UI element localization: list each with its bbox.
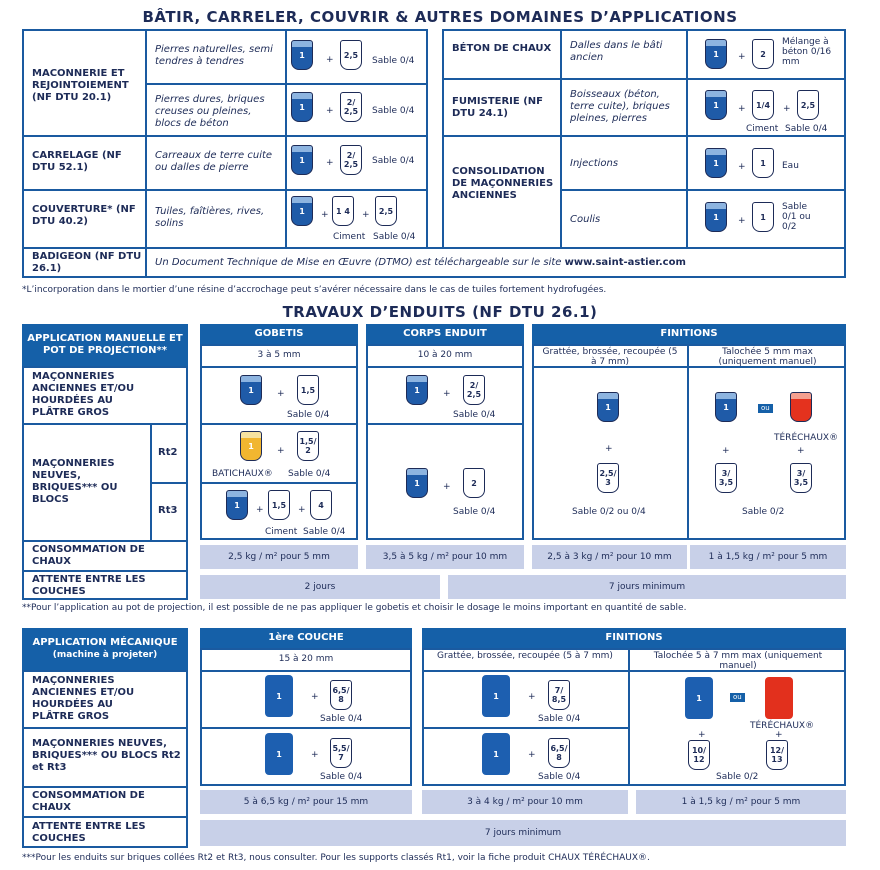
sable-cup: 2,5 (797, 90, 819, 120)
conso-corps: 3,5 à 5 kg / m² pour 10 mm (366, 545, 524, 569)
caption: Sable 0/2 (742, 507, 785, 517)
meca-attente: 7 jours minimum (200, 820, 846, 846)
chaux-cup: 1 (291, 196, 313, 226)
rt3-label: Rt3 (158, 505, 178, 516)
manuel-row1-label: MAÇONNERIES ANCIENNES ET/OU HOURDÉES AU PLÂTRE GROS (32, 371, 135, 418)
maconnerie-desc-2: Pierres dures, briques creuses ou pleines, blocs de béton (155, 94, 265, 129)
sable-cup: 2,5/ 3 (597, 463, 619, 493)
meca-row2-label: MAÇONNERIES NEUVES, BRIQUES*** OU BLOCS Rt2 et Rt3 (32, 738, 181, 773)
chaux-cup: 1 (705, 39, 727, 69)
meca-conso-fin-b: 1 à 1,5 kg / m² pour 5 mm (636, 790, 846, 814)
caption: Sable 0/4 (287, 410, 330, 420)
chaux-cup: 1 (406, 468, 428, 498)
corps-thickness: 10 à 20 mm (417, 350, 473, 360)
footnote-2: **Pour l’application au pot de projection, il est possible de ne pas appliquer le gobetis et choisir le dosage le moins important en quantité de sable. (22, 603, 687, 613)
fumisterie-label: FUMISTERIE (NF DTU 24.1) (452, 96, 543, 119)
footnote-1: *L’incorporation dans le mortier d’une résine d’accrochage peut s’avérer nécessaire dans le cas de tuiles fortement hydrofugées. (22, 285, 607, 295)
couverture-desc: Tuiles, faîtières, rives, solins (155, 206, 265, 229)
meca-attente-label: ATTENTE ENTRE LES COUCHES (32, 821, 146, 844)
ciment-cup: 1/4 (752, 90, 774, 120)
sable-cup: 2 (463, 468, 485, 498)
maconnerie-label: MACONNERIE ET REJOINTOIEMENT (NF DTU 20.1) (32, 68, 129, 103)
attente-7jours: 7 jours minimum (448, 575, 846, 599)
chaux-cup: 1 (597, 392, 619, 422)
sable-cup: 1,5 (297, 375, 319, 405)
meca-fin-a-label: Grattée, brossée, recoupée (5 à 7 mm) (437, 651, 613, 661)
chaux-cup: 1 (705, 202, 727, 232)
sable-cup: 2,5 (340, 40, 362, 70)
sable-cup: 12/ 13 (766, 740, 788, 770)
fin-b-label: Talochée 5 mm max (uniquement manuel) (718, 347, 817, 367)
chaux-bag: 1 (685, 677, 713, 719)
sable-cup: 2/ 2,5 (463, 375, 485, 405)
caption: Sable 0/4 (372, 56, 415, 66)
meca-conso-couche: 5 à 6,5 kg / m² pour 15 mm (200, 790, 412, 814)
rt2-label: Rt2 (158, 447, 178, 458)
caption: TÉRÉCHAUX® (774, 433, 839, 443)
coulis-desc: Coulis (570, 214, 601, 225)
finitions-header: FINITIONS (532, 324, 846, 344)
chaux-cup: 1 (226, 490, 248, 520)
page-title: BÂTIR, CARRELER, COUVRIR & AUTRES DOMAINES D’APPLICATIONS (142, 8, 738, 26)
ou-badge: ou (758, 404, 773, 413)
manuel-header: APPLICATION MANUELLE ET POT DE PROJECTION** (22, 324, 188, 366)
couche-thickness: 15 à 20 mm (278, 654, 334, 664)
chaux-cup: 1 (406, 375, 428, 405)
chaux-cup: 1 (240, 375, 262, 405)
caption: Sable 0/4 (372, 156, 415, 166)
caption: TÉRÉCHAUX® (750, 721, 815, 731)
chaux-cup: 1 (291, 145, 313, 175)
caption: Ciment (746, 124, 779, 134)
caption: Ciment (265, 527, 298, 537)
caption: Sable 0/4 (538, 714, 581, 724)
melange-cup: 2 (752, 39, 774, 69)
chaux-bag: 1 (265, 733, 293, 775)
caption: Sable 0/1 ou 0/2 (782, 202, 811, 232)
chaux-cup: 1 (291, 40, 313, 70)
meca-conso-label: CONSOMMATION DE CHAUX (32, 790, 145, 813)
terechaux-cup (790, 392, 812, 422)
chaux-bag: 1 (482, 675, 510, 717)
ou-badge: ou (730, 693, 745, 702)
caption: BATICHAUX® (212, 469, 273, 479)
meca-conso-fin-a: 3 à 4 kg / m² pour 10 mm (422, 790, 628, 814)
meca-fin-b-label: Talochée 5 à 7 mm max (uniquement manuel) (653, 651, 823, 671)
gobetis-header: GOBETIS (200, 324, 358, 344)
carrelage-desc: Carreaux de terre cuite ou dalles de pierre (155, 150, 273, 173)
beton-label: BÉTON DE CHAUX (452, 43, 552, 54)
ciment-cup: 1 4 (332, 196, 354, 226)
chaux-cup: 1 (705, 90, 727, 120)
saint-astier-link[interactable]: www.saint-astier.com (564, 257, 686, 268)
meca-finitions-header: FINITIONS (422, 628, 846, 648)
caption: Sable 0/4 (320, 714, 363, 724)
caption: Sable 0/2 (716, 772, 759, 782)
sable-cup: 5,5/ 7 (330, 738, 352, 768)
sable-cup: 7/ 8,5 (548, 680, 570, 710)
manuel-row2-label: MAÇONNERIES NEUVES, BRIQUES*** OU BLOCS (32, 458, 118, 505)
caption: Sable 0/4 (453, 507, 496, 517)
meca-row1-label: MAÇONNERIES ANCIENNES ET/OU HOURDÉES AU PLÂTRE GROS (32, 675, 135, 722)
sable-cup: 10/ 12 (688, 740, 710, 770)
ciment-cup: 1,5 (268, 490, 290, 520)
sable-cup: 3/ 3,5 (790, 463, 812, 493)
caption: Sable 0/4 (453, 410, 496, 420)
gobetis-thickness: 3 à 5 mm (257, 350, 301, 360)
chaux-bag: 1 (265, 675, 293, 717)
beton-desc: Dalles dans le bâti ancien (570, 40, 663, 63)
eau-cup: 1 (752, 148, 774, 178)
caption: Sable 0/4 (538, 772, 581, 782)
caption: Mélange à béton 0/16 mm (782, 37, 832, 67)
caption: Sable 0/4 (373, 232, 416, 242)
sable-cup: 2,5 (375, 196, 397, 226)
terechaux-bag (765, 677, 793, 719)
conso-fin-b: 1 à 1,5 kg / m² pour 5 mm (690, 545, 846, 569)
sable-cup: 3/ 3,5 (715, 463, 737, 493)
maconnerie-desc-1: Pierres naturelles, semi tendres à tendres (155, 44, 273, 67)
enduits-title: TRAVAUX D’ENDUITS (NF DTU 26.1) (282, 303, 598, 321)
badigeon-desc: Un Document Technique de Mise en Œuvre (DTMO) est téléchargeable sur le site www.saint-astier.com (155, 257, 686, 268)
conso-gobetis: 2,5 kg / m² pour 5 mm (200, 545, 358, 569)
couche-header: 1ère COUCHE (200, 628, 412, 648)
sable-cup: 6,5/ 8 (548, 738, 570, 768)
sable-cup: 2/ 2,5 (340, 145, 362, 175)
badigeon-label: BADIGEON (NF DTU 26.1) (32, 251, 142, 274)
caption: Sable 0/4 (372, 106, 415, 116)
caption: Sable 0/4 (785, 124, 828, 134)
couverture-label: COUVERTURE* (NF DTU 40.2) (32, 204, 136, 227)
caption: Sable 0/4 (288, 469, 331, 479)
manuel-attente-label: ATTENTE ENTRE LES COUCHES (32, 574, 146, 597)
footnote-3: ***Pour les enduits sur briques collées Rt2 et Rt3, nous consulter. Pour les supports classés Rt1, voir la fiche produit CHAUX TÉRÉCHAUX®. (22, 853, 650, 863)
corps-header: CORPS ENDUIT (366, 324, 524, 344)
caption: Eau (782, 161, 799, 171)
fumisterie-desc: Boisseaux (béton, terre cuite), briques pleines, pierres (570, 89, 670, 124)
carrelage-label: CARRELAGE (NF DTU 52.1) (32, 150, 122, 173)
meca-header: APPLICATION MÉCANIQUE (machine à projeter) (22, 628, 188, 670)
injections-desc: Injections (570, 158, 619, 169)
sable-cup: 2/ 2,5 (340, 92, 362, 122)
caption: Sable 0/4 (320, 772, 363, 782)
chaux-cup: 1 (715, 392, 737, 422)
fin-a-label: Grattée, brossée, recoupée (5 à 7 mm) (542, 347, 678, 367)
caption: Ciment (333, 232, 366, 242)
caption: Sable 0/2 ou 0/4 (572, 507, 646, 517)
chaux-bag: 1 (482, 733, 510, 775)
chaux-cup: 1 (291, 92, 313, 122)
sable-cup: 1,5/ 2 (297, 431, 319, 461)
conso-fin-a: 2,5 à 3 kg / m² pour 10 mm (532, 545, 687, 569)
caption: Sable 0/4 (303, 527, 346, 537)
batichaux-cup: 1 (240, 431, 262, 461)
consolidation-label: CONSOLIDATION DE MAÇONNERIES ANCIENNES (452, 166, 554, 201)
sable-cup: 4 (310, 490, 332, 520)
manuel-conso-label: CONSOMMATION DE CHAUX (32, 544, 145, 567)
sable-cup: 1 (752, 202, 774, 232)
chaux-cup: 1 (705, 148, 727, 178)
attente-2jours: 2 jours (200, 575, 440, 599)
sable-cup: 6,5/ 8 (330, 680, 352, 710)
